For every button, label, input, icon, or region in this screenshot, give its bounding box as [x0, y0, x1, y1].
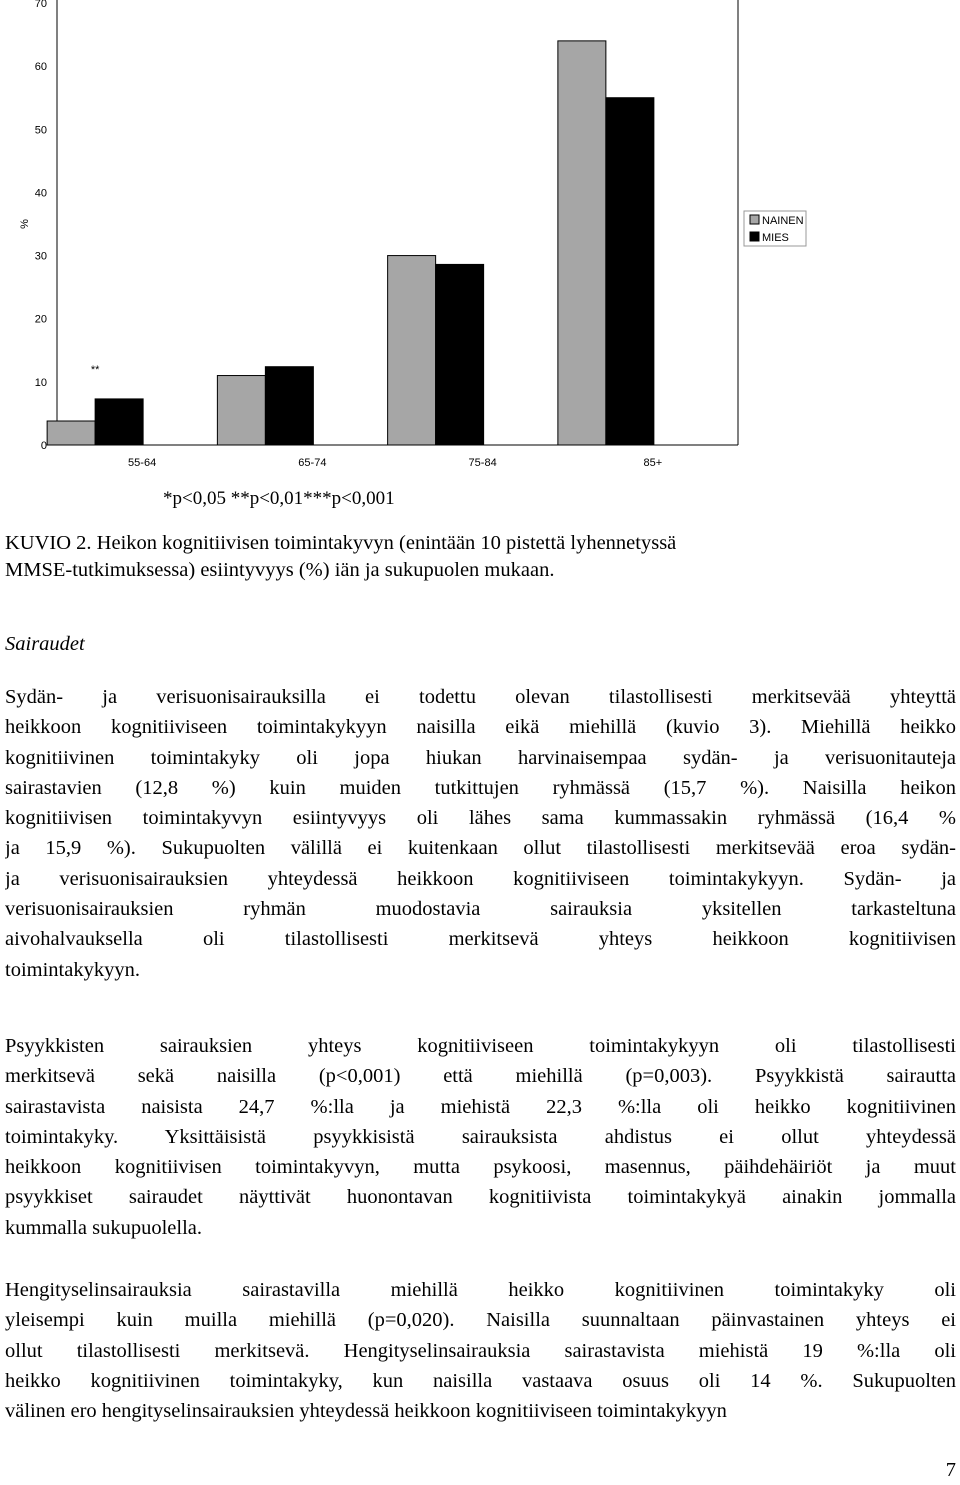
x-tick-label: 65-74: [298, 457, 327, 469]
y-axis-label: %: [19, 219, 31, 229]
paragraph-line: ja verisuonisairauksien yhteydessä heikkoon kognitiiviseen toimintakykyyn. Sydän- ja: [5, 867, 956, 890]
x-tick-label: 85+: [643, 457, 663, 469]
y-tick-label: 60: [34, 61, 47, 74]
paragraph-line: verisuonisairauksien ryhmän muodostavia sairauksia yksitellen tarkasteltuna: [5, 898, 956, 921]
legend-swatch-mies: [750, 232, 759, 241]
bar-nainen-85+: [558, 41, 606, 445]
bar-nainen-75-84: [388, 256, 436, 445]
y-tick-label: 70: [34, 0, 47, 10]
bar-nainen-65-74: [217, 376, 265, 445]
paragraph-cardiovascular: [5, 682, 956, 985]
paragraph-line: aivohalvauksella oli tilastollisesti merkitsevä yhteys heikkoon kognitiivisen: [5, 928, 956, 951]
x-tick-label: 75-84: [468, 457, 497, 469]
y-tick-label: 0: [40, 440, 47, 452]
bar-mies-85+: [606, 98, 654, 445]
paragraph-line: sairastavista naisista 24,7 %:lla ja miehistä 22,3 %:lla oli heikko kognitiivinen: [5, 1095, 956, 1118]
page-number: 7: [945, 1459, 956, 1481]
paragraph-line: ja 15,9 %). Sukupuolten välillä ei kuitenkaan ollut tilastollisesti merkitsevää eroa sydän-: [5, 837, 956, 860]
bar-mies-55-64: [95, 399, 143, 445]
legend-label: MIES: [762, 232, 789, 244]
paragraph-line: merkitsevä sekä naisilla (p<0,001) että miehillä (p=0,003). Psyykkistä sairautta: [5, 1065, 956, 1088]
legend-swatch-nainen: [750, 215, 759, 224]
paragraph-respiratory: [5, 1275, 956, 1426]
figure-caption: [5, 530, 955, 584]
paragraph-line: toimintakykyyn.: [5, 958, 140, 981]
paragraph-line: heikkoon kognitiivisen toimintakyvyn, mutta psykoosi, masennus, päihdehäiriöt ja muut: [5, 1156, 956, 1179]
y-tick-label: 30: [34, 250, 47, 263]
y-tick-label: 10: [34, 376, 47, 389]
section-title: Sairaudet: [5, 633, 85, 655]
y-tick-label: 40: [34, 187, 47, 200]
paragraph-line: sairastavien (12,8 %) kuin muiden tutkittujen ryhmässä (15,7 %). Naisilla heikon: [5, 776, 956, 799]
significance-note: *p<0,05 **p<0,01***p<0,001: [163, 488, 395, 509]
paragraph-line: yleisempi kuin muilla miehillä (p=0,020). Naisilla suunnaltaan päinvastainen yhteys ei: [5, 1309, 956, 1332]
paragraph-line: toimintakyky. Yksittäisistä psyykkisistä sairauksista ahdistus ei ollut yhteydessä: [5, 1125, 956, 1148]
paragraph-line: ollut tilastollisesti merkitsevä. Hengityselinsairauksia sairastavista miehistä 19 %:lla oli: [5, 1339, 956, 1362]
paragraph-line: heikko kognitiivinen toimintakyky, kun naisilla vastaava osuus oli 14 %. Sukupuolten: [5, 1369, 956, 1392]
bar-mies-75-84: [436, 264, 484, 445]
y-tick-label: 20: [34, 313, 47, 326]
significance-marker: **: [90, 363, 100, 376]
bar-chart: [0, 0, 960, 480]
y-tick-label: 50: [34, 124, 47, 137]
bar-nainen-55-64: [47, 421, 95, 445]
caption-line: KUVIO 2. Heikon kognitiivisen toimintakyvyn (enintään 10 pistettä lyhennetyssä: [5, 532, 677, 554]
paragraph-line: Hengityselinsairauksia sairastavilla miehillä heikko kognitiivinen toimintakyky oli: [5, 1279, 956, 1301]
paragraph-line: Sydän- ja verisuonisairauksilla ei todettu olevan tilastollisesti merkitsevää yhteyttä: [5, 686, 956, 708]
paragraph-line: välinen ero hengityselinsairauksien yhteydessä heikkoon kognitiiviseen toimintakykyyn: [5, 1400, 727, 1423]
paragraph-line: heikkoon kognitiiviseen toimintakykyyn naisilla eikä miehillä (kuvio 3). Miehillä heikko: [5, 716, 956, 739]
chart-legend: [744, 211, 806, 246]
paragraph-psychiatric: [5, 1031, 956, 1243]
x-tick-label: 55-64: [128, 457, 157, 469]
paragraph-line: psyykkiset sairaudet näyttivät huonontavan kognitiivista toimintakykyä ainakin jommalla: [5, 1186, 956, 1209]
caption-line: MMSE-tutkimuksessa) esiintyvyys (%) iän ja sukupuolen mukaan.: [5, 559, 555, 581]
paragraph-line: Psyykkisten sairauksien yhteys kognitiiviseen toimintakykyyn oli tilastollisesti: [5, 1035, 956, 1057]
paragraph-line: kognitiivisen toimintakyvyn esiintyvyys oli lähes sama kummassakin ryhmässä (16,4 %: [5, 807, 956, 830]
paragraph-line: kummalla sukupuolella.: [5, 1216, 202, 1239]
bar-mies-65-74: [265, 367, 313, 445]
paragraph-line: kognitiivinen toimintakyky oli jopa hiukan harvinaisempaa sydän- ja verisuonitauteja: [5, 746, 956, 769]
legend-label: NAINEN: [762, 215, 804, 227]
